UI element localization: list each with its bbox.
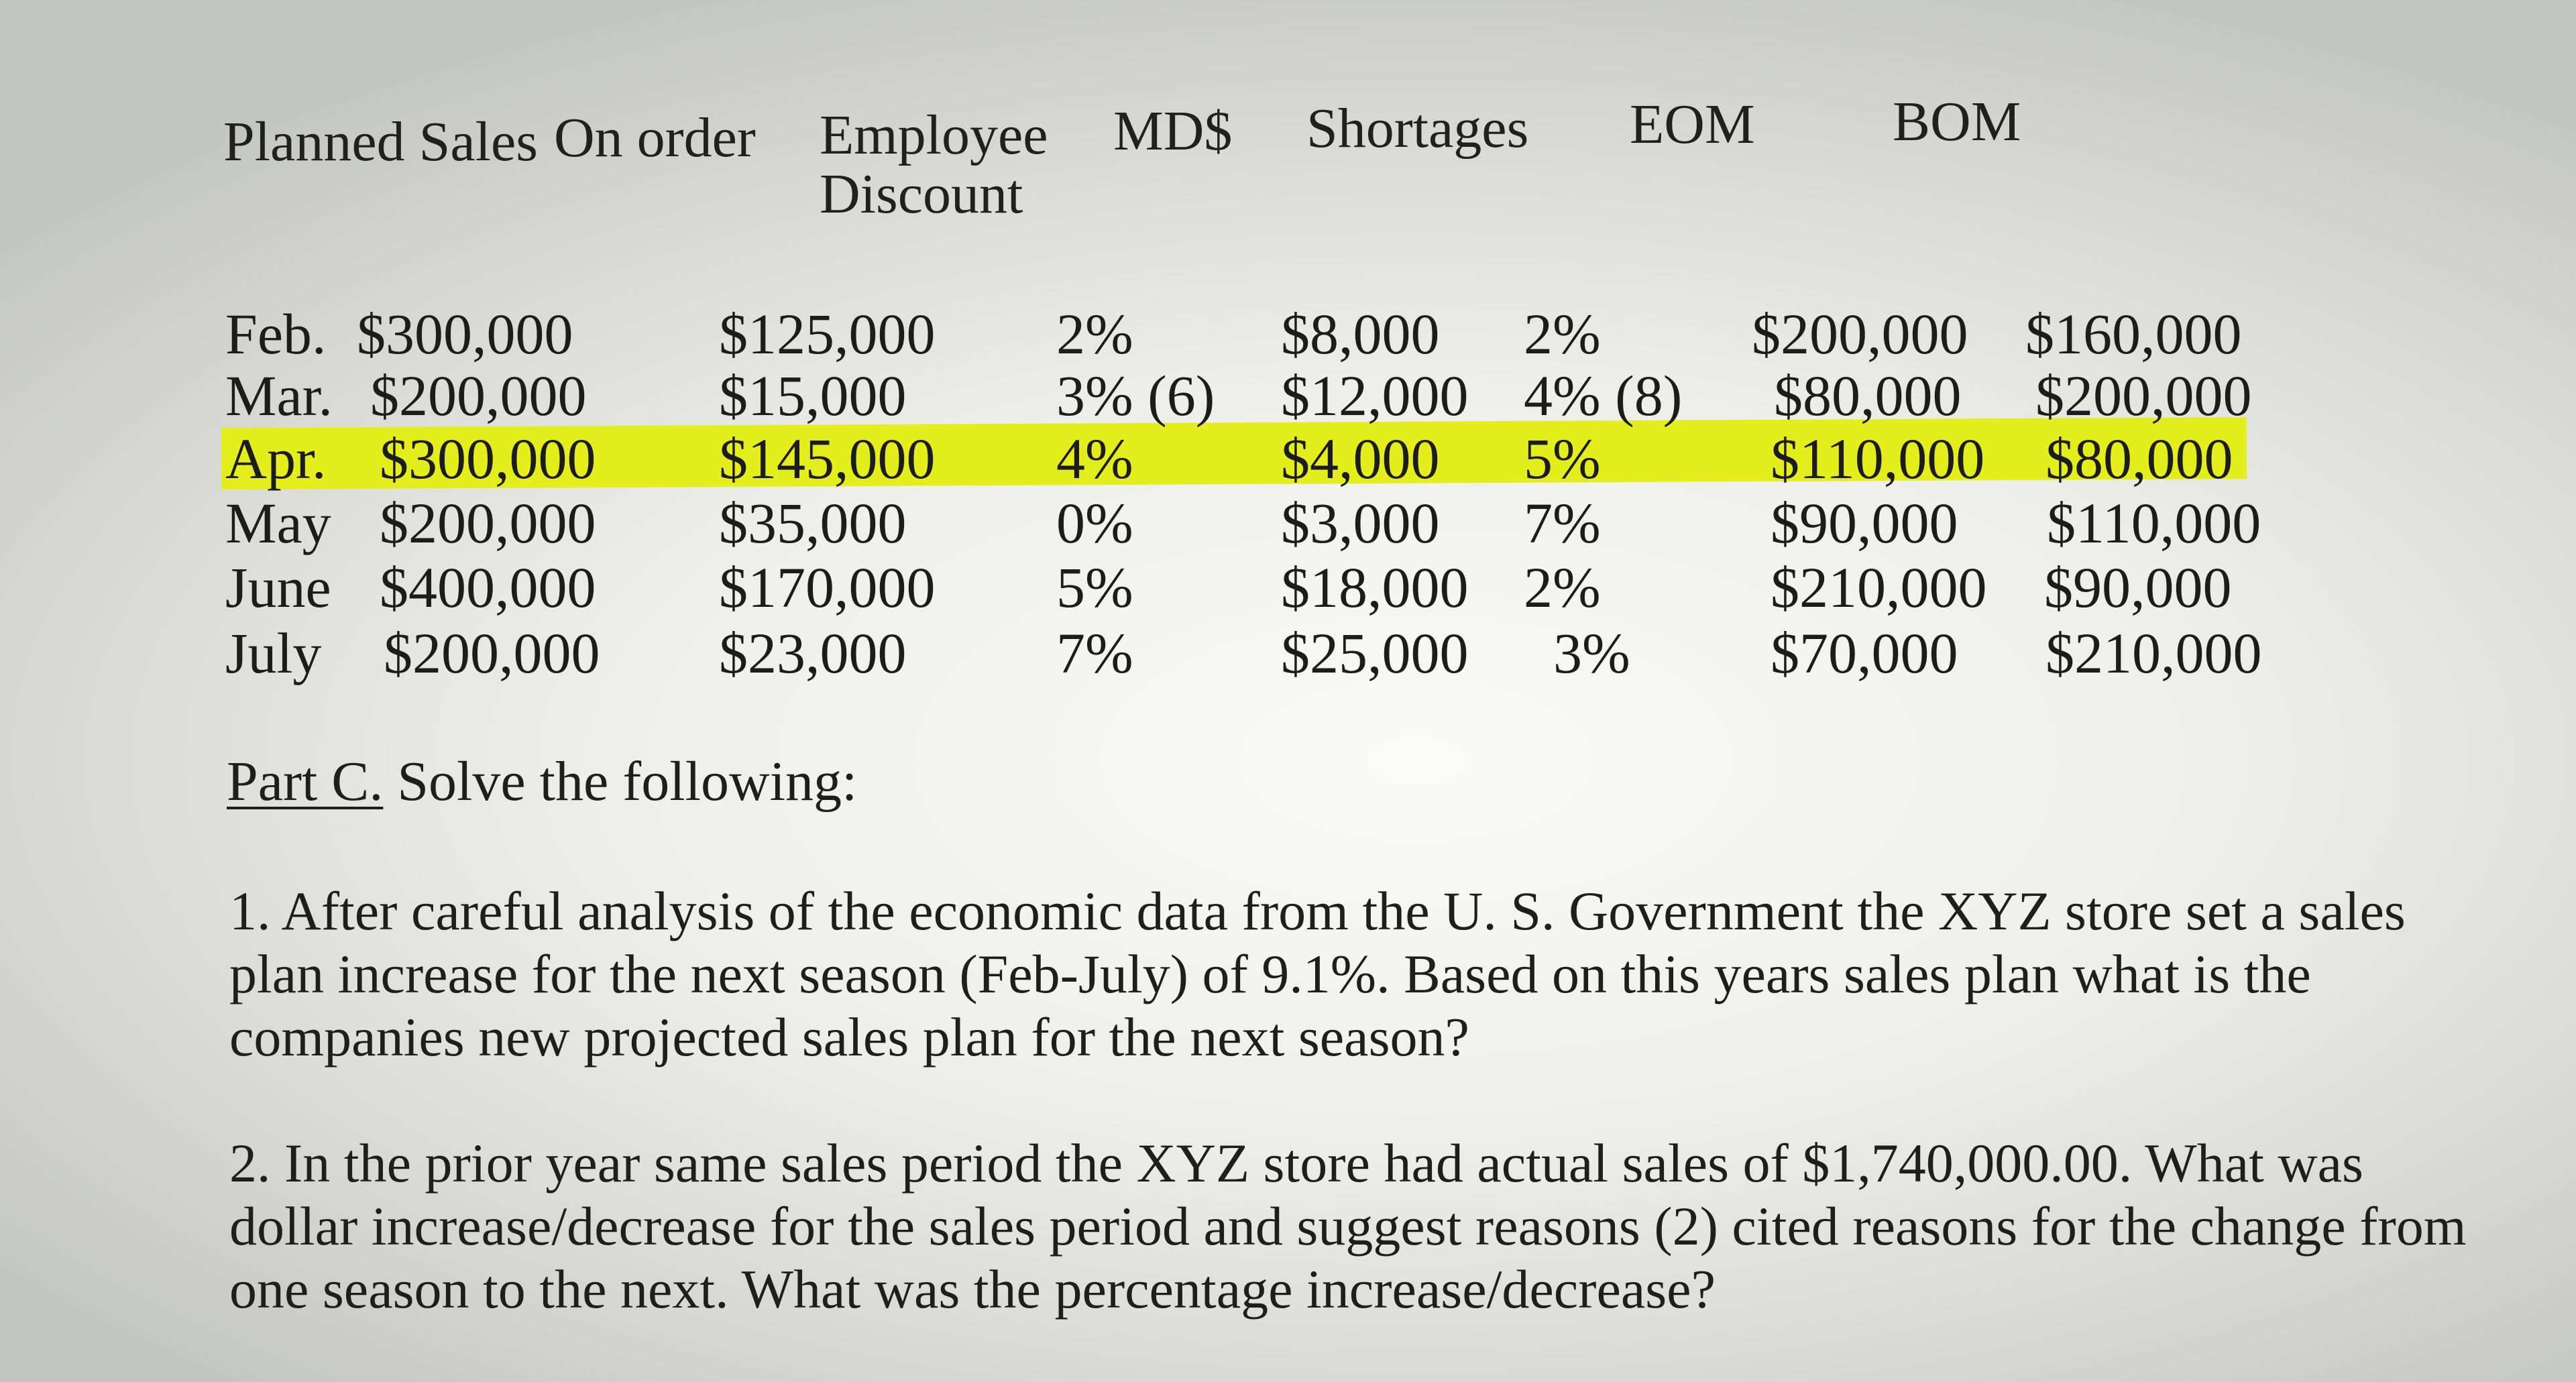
eom-cell: $200,000 xyxy=(1752,302,1968,366)
eom-cell: $110,000 xyxy=(1771,426,1985,491)
bom-cell: $210,000 xyxy=(2046,621,2262,685)
table-row xyxy=(0,302,2576,366)
header-employee-line: Employee xyxy=(820,104,1048,166)
header-on-order: On order xyxy=(554,107,756,169)
shortages-cell: 4% (8) xyxy=(1524,363,1683,428)
planned-sales-cell: $300,000 xyxy=(380,426,596,491)
md-cell: $8,000 xyxy=(1281,302,1440,366)
md-cell: $25,000 xyxy=(1281,621,1469,685)
employee-discount-cell: 2% xyxy=(1056,302,1133,366)
on-order-cell: $170,000 xyxy=(719,555,936,620)
bom-cell: $160,000 xyxy=(2025,302,2242,366)
month-cell: July xyxy=(225,621,322,685)
part-c-text: Solve the following: xyxy=(383,750,858,813)
employee-discount-cell: 0% xyxy=(1056,491,1133,555)
table-row xyxy=(0,621,2576,685)
on-order-cell: $15,000 xyxy=(719,363,907,428)
header-discount-line: Discount xyxy=(820,163,1023,225)
md-cell: $3,000 xyxy=(1281,491,1440,555)
table-row xyxy=(0,491,2576,555)
header-md: MD$ xyxy=(1113,100,1233,162)
header-bom: BOM xyxy=(1893,91,2021,153)
question-1: 1. After careful analysis of the economic data from the U. S. Government the XYZ store set a sales plan increase for the next season (Feb-July) of 9.1%. Based on this years sales plan what is the companies new projected sales plan for the next season? xyxy=(229,880,2406,1068)
on-order-cell: $23,000 xyxy=(719,621,907,685)
month-cell: Apr. xyxy=(225,426,327,491)
table-row xyxy=(0,555,2576,620)
bom-cell: $90,000 xyxy=(2044,555,2232,620)
shortages-cell: 3% xyxy=(1553,621,1630,685)
planned-sales-cell: $300,000 xyxy=(357,302,573,366)
shortages-cell: 7% xyxy=(1524,491,1601,555)
month-cell: May xyxy=(225,491,331,555)
planned-sales-cell: $200,000 xyxy=(380,491,596,555)
part-c-label: Part C. xyxy=(227,750,384,813)
md-cell: $18,000 xyxy=(1281,555,1469,620)
on-order-cell: $125,000 xyxy=(719,302,936,366)
on-order-cell: $35,000 xyxy=(719,491,907,555)
shortages-cell: 2% xyxy=(1524,555,1601,620)
eom-cell: $70,000 xyxy=(1771,621,1958,685)
bom-cell: $110,000 xyxy=(2047,491,2261,555)
table-row xyxy=(0,426,2576,491)
md-cell: $4,000 xyxy=(1281,426,1440,491)
planned-sales-cell: $200,000 xyxy=(370,363,587,428)
eom-cell: $80,000 xyxy=(1774,363,1962,428)
employee-discount-cell: 7% xyxy=(1056,621,1133,685)
eom-cell: $90,000 xyxy=(1771,491,1958,555)
bom-cell: $200,000 xyxy=(2035,363,2252,428)
planned-sales-cell: $200,000 xyxy=(384,621,600,685)
question-2: 2. In the prior year same sales period the XYZ store had actual sales of $1,740,000.00. What was dollar increase/decrease for the sales period and suggest reasons (2) cited reasons for the change from one season to the next. What was the percentage increase/decrease? xyxy=(229,1133,2467,1320)
table-row xyxy=(0,363,2576,428)
month-cell: June xyxy=(225,555,331,620)
planned-sales-cell: $400,000 xyxy=(380,555,596,620)
shortages-cell: 2% xyxy=(1524,302,1601,366)
employee-discount-cell: 4% xyxy=(1056,426,1133,491)
shortages-cell: 5% xyxy=(1524,426,1601,491)
bom-cell: $80,000 xyxy=(2046,426,2233,491)
header-planned-sales: Planned Sales xyxy=(223,111,538,173)
md-cell: $12,000 xyxy=(1281,363,1469,428)
part-c-heading xyxy=(227,750,857,814)
month-cell: Feb. xyxy=(225,302,327,366)
eom-cell: $210,000 xyxy=(1771,555,1987,620)
employee-discount-cell: 3% (6) xyxy=(1056,363,1215,428)
employee-discount-cell: 5% xyxy=(1056,555,1133,620)
header-eom: EOM xyxy=(1630,93,1755,156)
header-shortages: Shortages xyxy=(1306,97,1529,160)
on-order-cell: $145,000 xyxy=(719,426,936,491)
header-employee-discount xyxy=(820,106,1048,224)
month-cell: Mar. xyxy=(225,363,333,428)
